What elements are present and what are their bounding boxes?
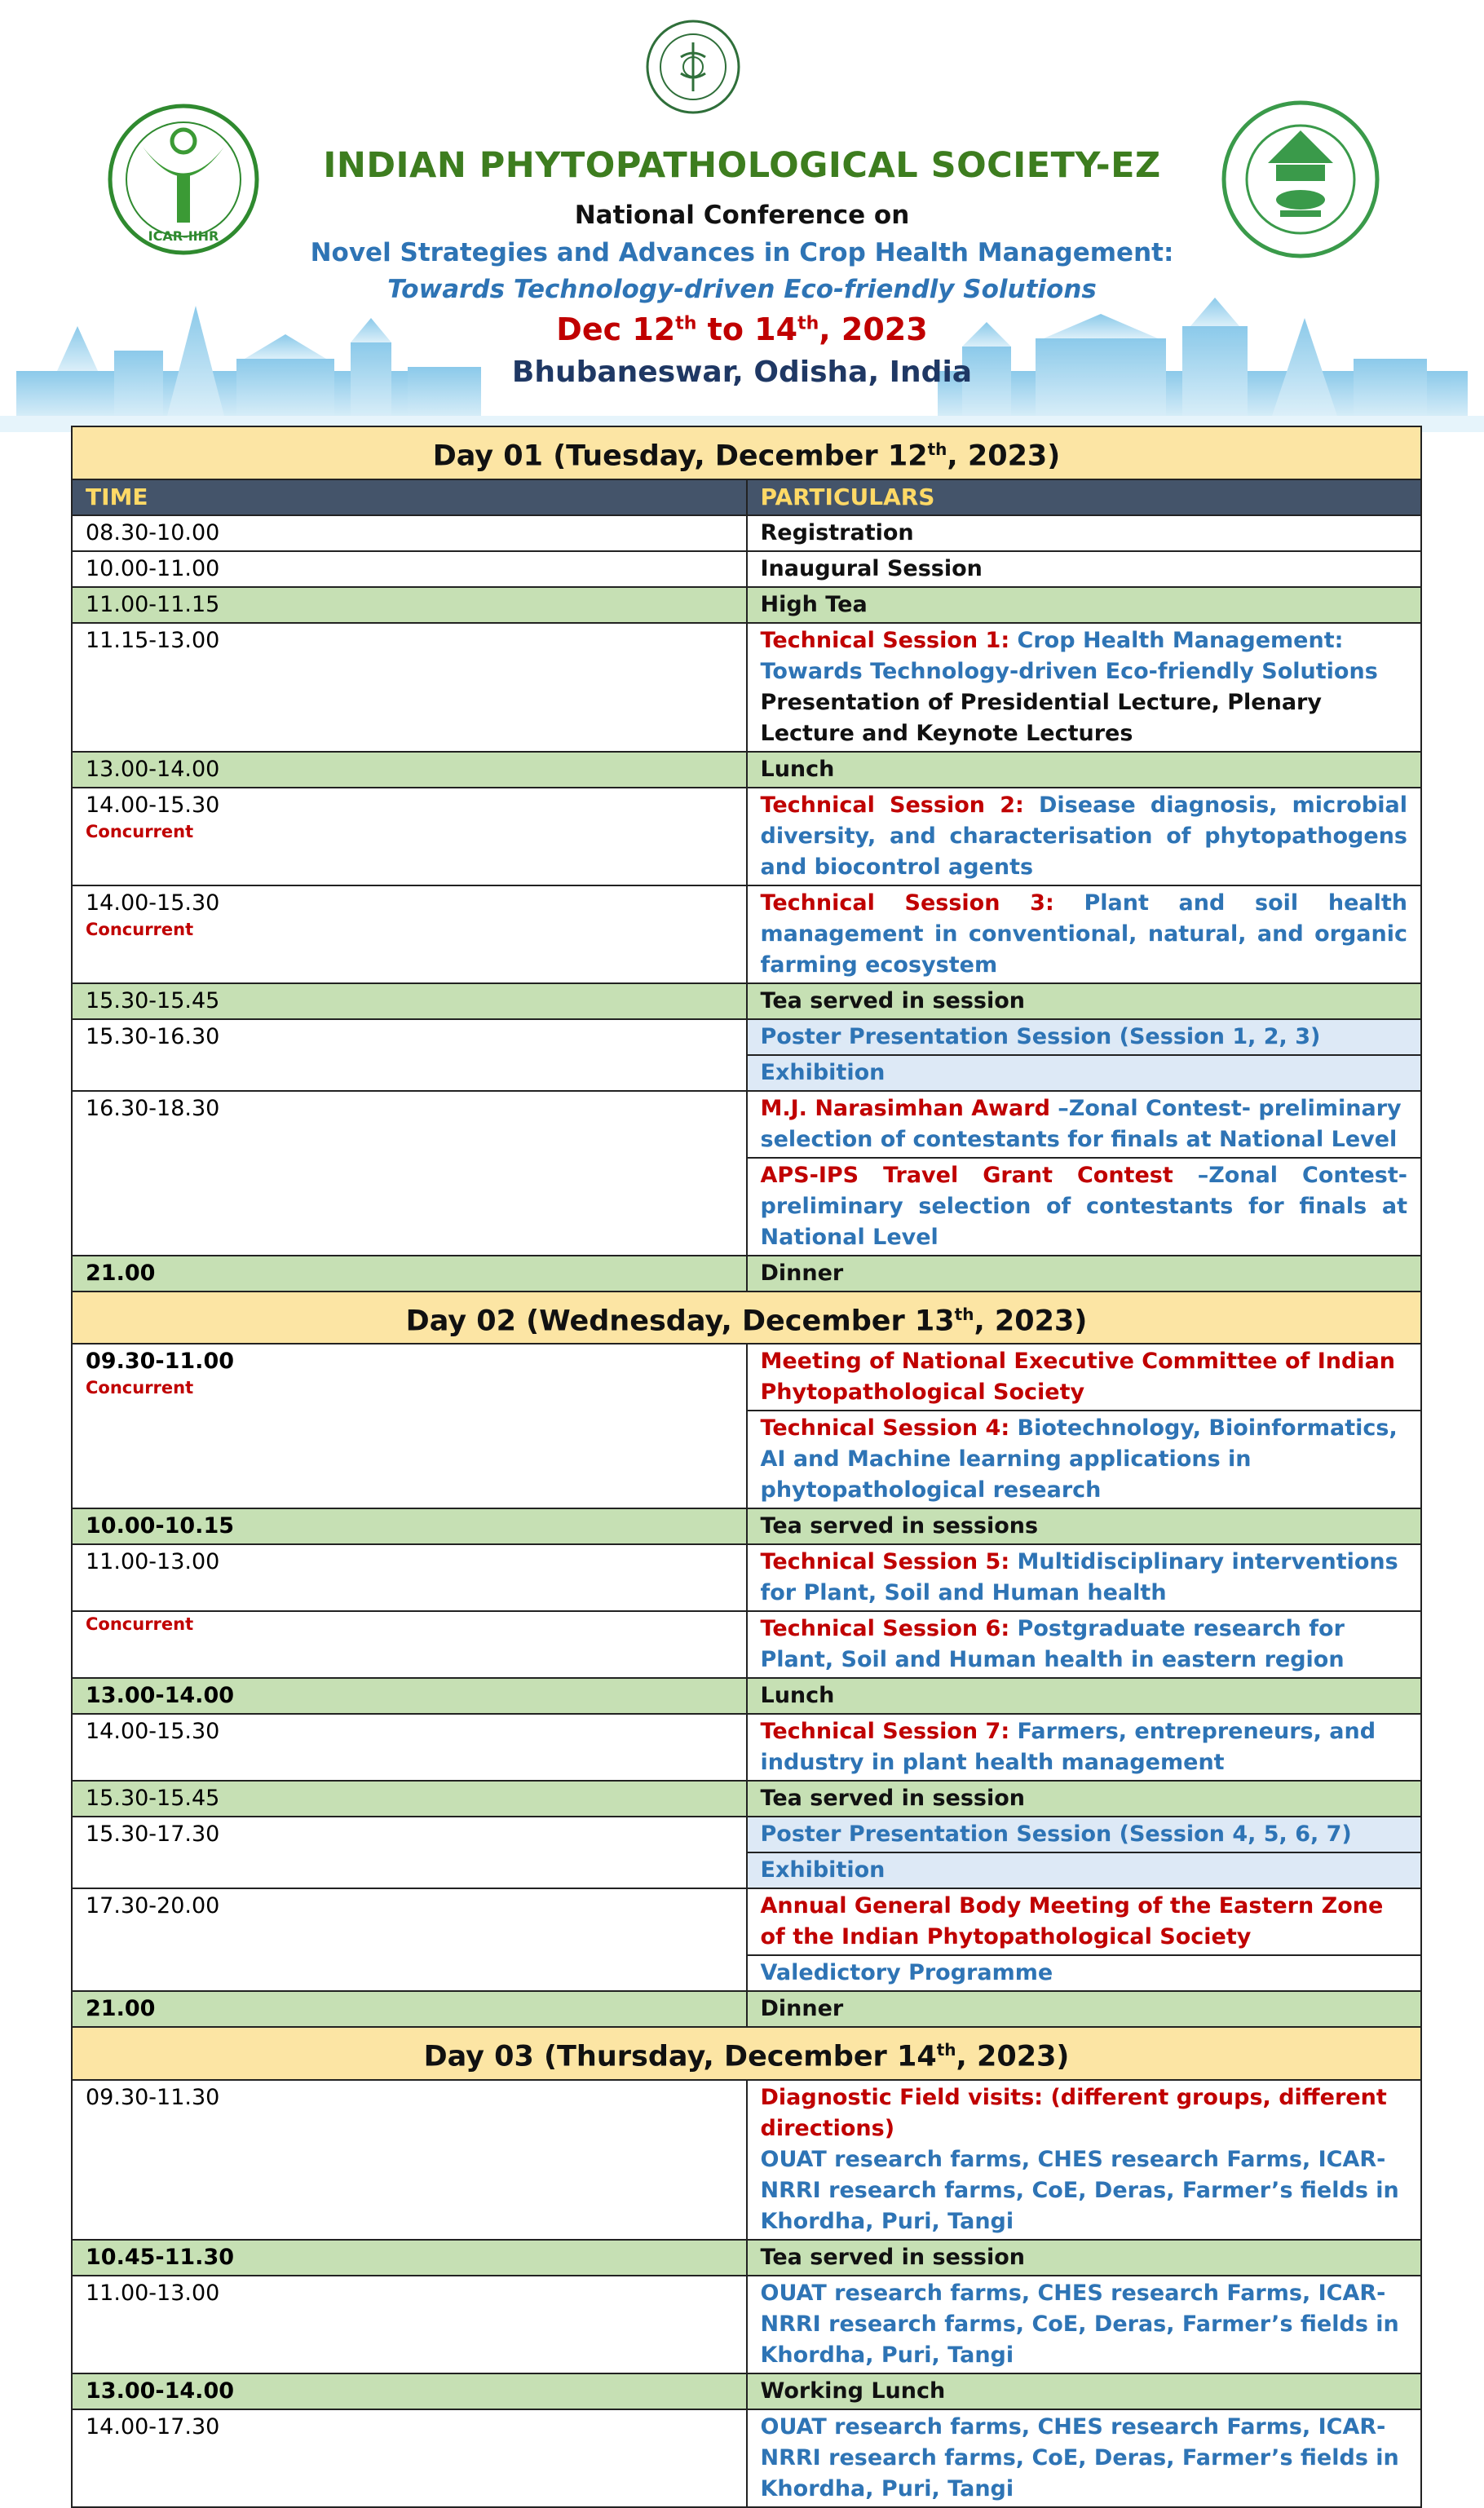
- table-row: Technical Session 4: Biotechnology, Bioinformatics, AI and Machine learning applications in phytopathological research: [72, 1411, 1421, 1508]
- conference-dates: Dec 12th to 14th, 2023: [556, 311, 928, 347]
- table-row: Exhibition: [72, 1055, 1421, 1091]
- table-row: Exhibition: [72, 1852, 1421, 1888]
- table-row: 21.00 Dinner: [72, 1256, 1421, 1292]
- table-row: 09.30-11.00 Concurrent Meeting of National Executive Committee of Indian Phytopathological Society: [72, 1344, 1421, 1411]
- col-time: TIME: [72, 479, 747, 515]
- conference-venue: Bhubaneswar, Odisha, India: [511, 355, 973, 389]
- day3-heading: Day 03 (Thursday, December 14th, 2023): [72, 2027, 1421, 2080]
- table-row: 21.00 Dinner: [72, 1991, 1421, 2027]
- table-row: 13.00-14.00 Lunch: [72, 1678, 1421, 1714]
- table-row: 10.45-11.30 Tea served in session: [72, 2240, 1421, 2276]
- concurrent-tag: Concurrent: [86, 919, 194, 939]
- table-row: 14.00-15.30 Technical Session 7: Farmers, entrepreneurs, and industry in plant health management: [72, 1714, 1421, 1781]
- table-row: 10.00-10.15 Tea served in sessions: [72, 1508, 1421, 1544]
- concurrent-tag: Concurrent: [86, 821, 194, 841]
- svg-text:ICAR-IIHR: ICAR-IIHR: [148, 228, 219, 244]
- table-row: 11.15-13.00 Technical Session 1: Crop Health Management: Towards Technology-driven Eco-friendly Solutions Presentation of Presidential Lecture, Plenary Lecture and Keynote Lectures: [72, 623, 1421, 752]
- schedule-table: [71, 426, 1422, 2508]
- table-row: 09.30-11.30 Diagnostic Field visits: (different groups, different directions) OUAT research farms, CHES research Farms, ICAR-NRRI research farms, CoE, Deras, Farmer’s fields in Khordha, Puri, Tangi: [72, 2080, 1421, 2240]
- table-row: 08.30-10.00 Registration: [72, 515, 1421, 551]
- concurrent-tag: Concurrent: [86, 1378, 194, 1398]
- col-particulars: PARTICULARS: [747, 479, 1422, 515]
- ouat-logo: [1219, 98, 1382, 261]
- table-row: 15.30-16.30 Poster Presentation Session (Session 1, 2, 3): [72, 1019, 1421, 1055]
- society-title: INDIAN PHYTOPATHOLOGICAL SOCIETY-EZ: [323, 145, 1161, 186]
- table-row: 13.00-14.00 Working Lunch: [72, 2373, 1421, 2409]
- icar-iihr-logo: [106, 102, 261, 257]
- table-row: Concurrent Technical Session 6: Postgraduate research for Plant, Soil and Human health in eastern region: [72, 1611, 1421, 1678]
- table-row: 11.00-13.00 Technical Session 5: Multidisciplinary interventions for Plant, Soil and Human health: [72, 1544, 1421, 1611]
- table-row: 11.00-11.15 High Tea: [72, 587, 1421, 623]
- table-row: 17.30-20.00 Annual General Body Meeting of the Eastern Zone of the Indian Phytopathological Society: [72, 1888, 1421, 1955]
- conference-theme-line2: Towards Technology-driven Eco-friendly Solutions: [387, 275, 1097, 304]
- table-row: 14.00-15.30 Concurrent Technical Session 2: Disease diagnosis, microbial diversity, and characterisation of phytopathogens and biocontrol agents: [72, 788, 1421, 885]
- table-row: 15.30-17.30 Poster Presentation Session (Session 4, 5, 6, 7): [72, 1817, 1421, 1852]
- conference-label: National Conference on: [574, 201, 910, 230]
- ips-seal-logo: [644, 16, 742, 118]
- conference-theme-line1: Novel Strategies and Advances in Crop Health Management:: [310, 238, 1174, 267]
- table-row: 15.30-15.45 Tea served in session: [72, 983, 1421, 1019]
- concurrent-tag: Concurrent: [86, 1614, 194, 1635]
- table-row: 13.00-14.00 Lunch: [72, 752, 1421, 788]
- table-row: APS-IPS Travel Grant Contest –Zonal Contest- preliminary selection of contestants for finals at National Level: [72, 1158, 1421, 1256]
- page-header: [0, 0, 1484, 424]
- table-row: 14.00-15.30 Concurrent Technical Session 3: Plant and soil health management in conventional, natural, and organic farming ecosystem: [72, 885, 1421, 983]
- table-row: 11.00-13.00 OUAT research farms, CHES research Farms, ICAR-NRRI research farms, CoE, Deras, Farmer’s fields in Khordha, Puri, Tangi: [72, 2276, 1421, 2373]
- day2-heading: Day 02 (Wednesday, December 13th, 2023): [72, 1292, 1421, 1345]
- day1-heading: Day 01 (Tuesday, December 12th, 2023): [72, 426, 1421, 479]
- column-header: [72, 479, 1421, 515]
- table-row: 15.30-15.45 Tea served in session: [72, 1781, 1421, 1817]
- table-row: 16.30-18.30 M.J. Narasimhan Award –Zonal Contest- preliminary selection of contestants for finals at National Level: [72, 1091, 1421, 1158]
- table-row: 10.00-11.00 Inaugural Session: [72, 551, 1421, 587]
- table-row: 14.00-17.30 OUAT research farms, CHES research Farms, ICAR-NRRI research farms, CoE, Deras, Farmer’s fields in Khordha, Puri, Tangi: [72, 2409, 1421, 2507]
- table-row: Valedictory Programme: [72, 1955, 1421, 1991]
